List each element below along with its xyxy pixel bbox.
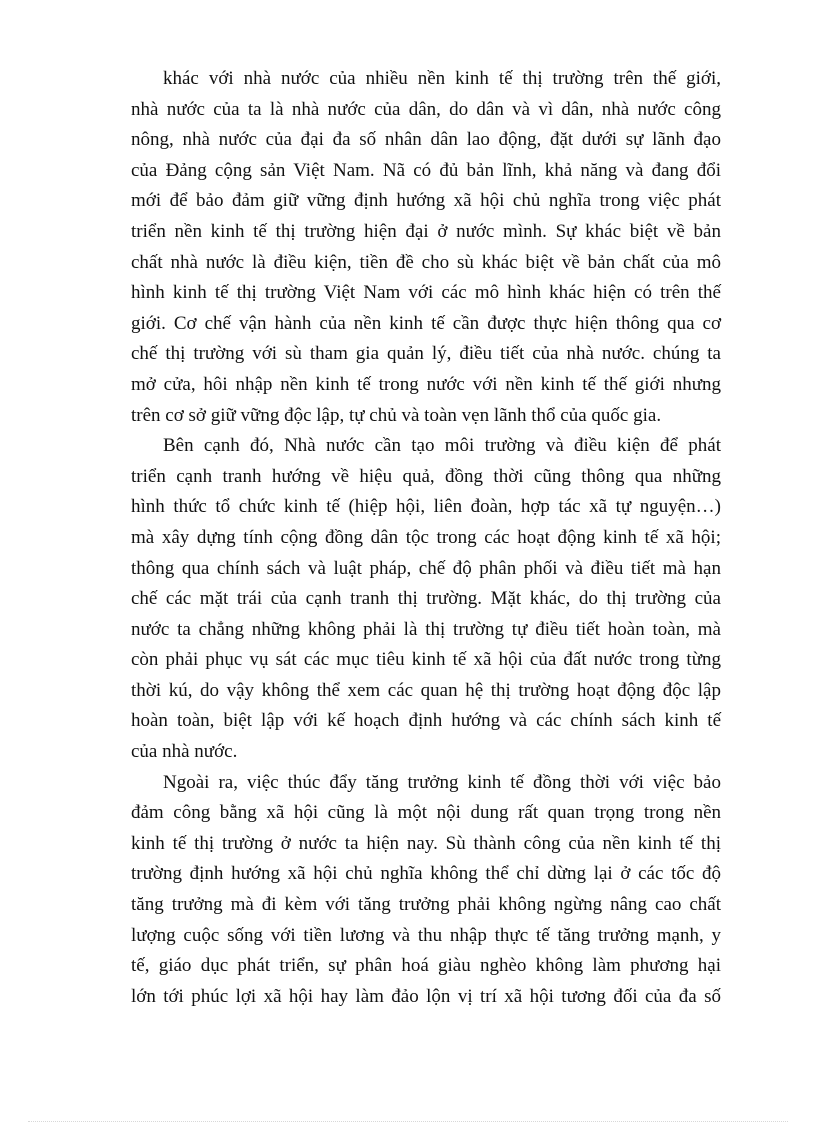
paragraph-1 — [131, 64, 721, 431]
text-line: nhà nước của ta là nhà nước của dân, do dân và vì dân, nhà nước công — [131, 98, 721, 120]
document-body — [131, 64, 721, 1012]
text-line: tế, giáo dục phát triển, sự phân hoá giàu nghèo không làm phương hại — [131, 955, 721, 977]
text-line: nông, nhà nước của đại đa số nhân dân lao động, đặt dưới sự lãnh đạo — [131, 129, 721, 151]
text-line: còn phải phục vụ sát các mục tiêu kinh tế xã hội của đất nước trong từng — [131, 649, 721, 671]
paragraph-2 — [131, 431, 721, 768]
text-line: chế các mặt trái của cạnh tranh thị trường. Mặt khác, do thị trường của — [131, 588, 721, 610]
page-bottom-divider — [28, 1121, 788, 1122]
text-line: mới để bảo đảm giữ vững định hướng xã hội chủ nghĩa trong việc phát — [131, 190, 721, 212]
text-line: tăng trưởng mà đi kèm với tăng trưởng phải không ngừng nâng cao chất — [131, 894, 721, 916]
text-line: hoàn toàn, biệt lập với kế hoạch định hướng và các chính sách kinh tế — [131, 710, 721, 732]
text-line: mà xây dựng tính cộng đồng dân tộc trong các hoạt động kinh tế xã hội; — [131, 526, 721, 548]
text-line: khác với nhà nước của nhiều nền kinh tế thị trường trên thế giới, — [163, 68, 721, 89]
text-line: Ngoài ra, việc thúc đẩy tăng trưởng kinh tế đồng thời với việc bảo — [163, 771, 721, 793]
text-line: chất nhà nước là điều kiện, tiền đề cho sù khác biệt về bản chất của mô — [131, 251, 721, 273]
text-line: hình thức tổ chức kinh tế (hiệp hội, liên đoàn, hợp tác xã tự nguyện…) — [131, 496, 721, 518]
text-line: triển cạnh tranh hướng về hiệu quả, đồng thời cũng thông qua những — [131, 465, 721, 487]
text-line: Bên cạnh đó, Nhà nước cần tạo môi trường và điều kiện để phát — [163, 435, 721, 457]
text-line: kinh tế thị trường ở nước ta hiện nay. Sù thành công của nền kinh tế thị — [131, 832, 721, 854]
text-line: triển nền kinh tế thị trường hiện đại ở nước mình. Sự khác biệt về bản — [131, 220, 721, 242]
text-line: nước ta chẳng những không phải là thị trường tự điều tiết hoàn toàn, mà — [131, 618, 721, 640]
text-line: thời kú, do vậy không thể xem các quan hệ thị trường hoạt động độc lập — [131, 679, 721, 701]
text-line: hình kinh tế thị trường Việt Nam với các mô hình khác hiện có trên thế — [131, 282, 721, 304]
text-line: trên cơ sở giữ vững độc lập, tự chủ và toàn vẹn lãnh thổ của quốc gia. — [131, 404, 662, 426]
text-line: giới. Cơ chế vận hành của nền kinh tế cần được thực hiện thông qua cơ — [131, 312, 721, 334]
text-line: mở cửa, hôi nhập nền kinh tế trong nước với nền kinh tế thế giới nhưng — [131, 373, 721, 395]
text-line: lượng cuộc sống với tiền lương và thu nhập thực tế tăng trưởng mạnh, y — [131, 924, 721, 946]
text-line: thông qua chính sách và luật pháp, chế độ phân phối và điều tiết mà hạn — [131, 557, 721, 579]
text-line: chế thị trường với sù tham gia quản lý, điều tiết của nhà nước. chúng ta — [131, 343, 721, 365]
paragraph-3 — [131, 768, 721, 1013]
text-line: của nhà nước. — [131, 741, 238, 763]
text-line: đảm công bằng xã hội cũng là một nội dung rất quan trọng trong nền — [131, 802, 721, 824]
text-line: trường định hướng xã hội chủ nghĩa không thể chỉ dừng lại ở các tốc độ — [131, 863, 721, 885]
text-line: lớn tới phúc lợi xã hội hay làm đảo lộn vị trí xã hội tương đối của đa số — [131, 985, 721, 1007]
text-line: của Đảng cộng sản Việt Nam. Nã có đủ bản lĩnh, khả năng và đang đổi — [131, 159, 721, 181]
